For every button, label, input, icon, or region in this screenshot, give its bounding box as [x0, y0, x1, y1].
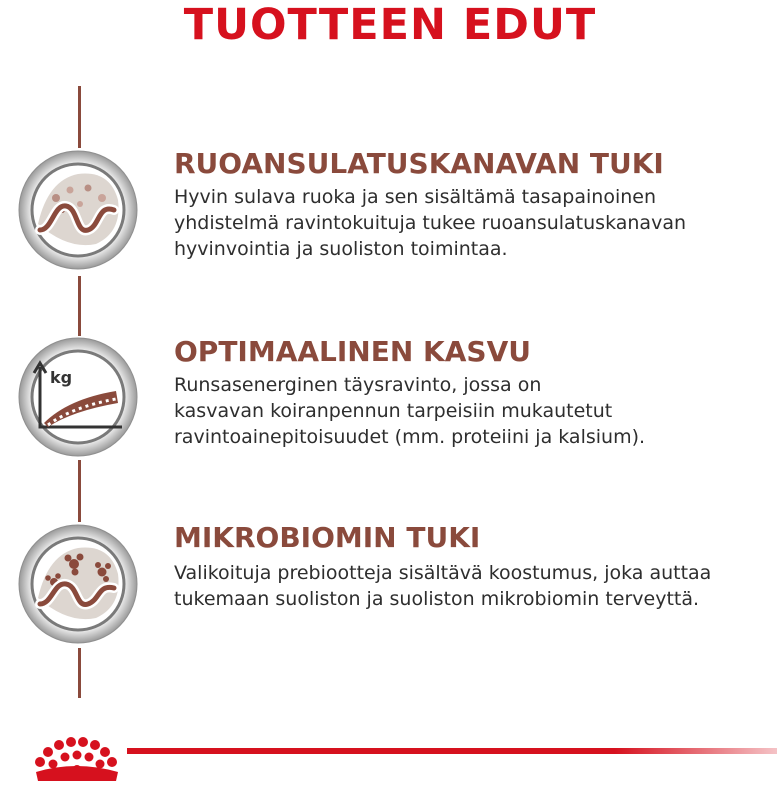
description-line: Valikoituja prebiootteja sisältävä koostumus, joka auttaa [174, 562, 712, 584]
description-line: hyvinvointia ja suoliston toimintaa. [174, 238, 508, 260]
benefit-description [174, 372, 774, 450]
timeline-segment [78, 276, 81, 336]
description-line: kasvavan koiranpennun tarpeisiin mukautetut [174, 400, 613, 422]
benefit-heading: OPTIMAALINEN KASVU [174, 335, 531, 368]
page-title: TUOTTEEN EDUT [183, 0, 597, 50]
benefit-heading: MIKROBIOMIN TUKI [174, 521, 481, 554]
benefit-description [174, 184, 774, 262]
description-line: ravintoainepitoisuudet (mm. proteiini ja kalsium). [174, 426, 646, 448]
benefit-heading: RUOANSULATUSKANAVAN TUKI [174, 147, 664, 180]
microbiome-icon [18, 524, 138, 644]
description-line: Runsasenerginen täysravinto, jossa on [174, 374, 542, 396]
digestive-tract-icon [18, 150, 138, 270]
timeline-segment [78, 648, 81, 698]
brand-crown-logo [28, 728, 123, 781]
description-line: tukemaan suoliston ja suoliston mikrobiomin terveyttä. [174, 588, 700, 610]
timeline-segment [78, 86, 81, 148]
description-line: Hyvin sulava ruoka ja sen sisältämä tasapainoinen [174, 186, 657, 208]
weight-unit-label: kg [50, 368, 73, 387]
weight-growth-icon [18, 337, 138, 457]
timeline-segment [78, 460, 81, 522]
benefit-description [174, 560, 774, 612]
description-line: yhdistelmä ravintokuituja tukee ruoansulatuskanavan [174, 212, 686, 234]
brand-divider-line [127, 748, 777, 754]
